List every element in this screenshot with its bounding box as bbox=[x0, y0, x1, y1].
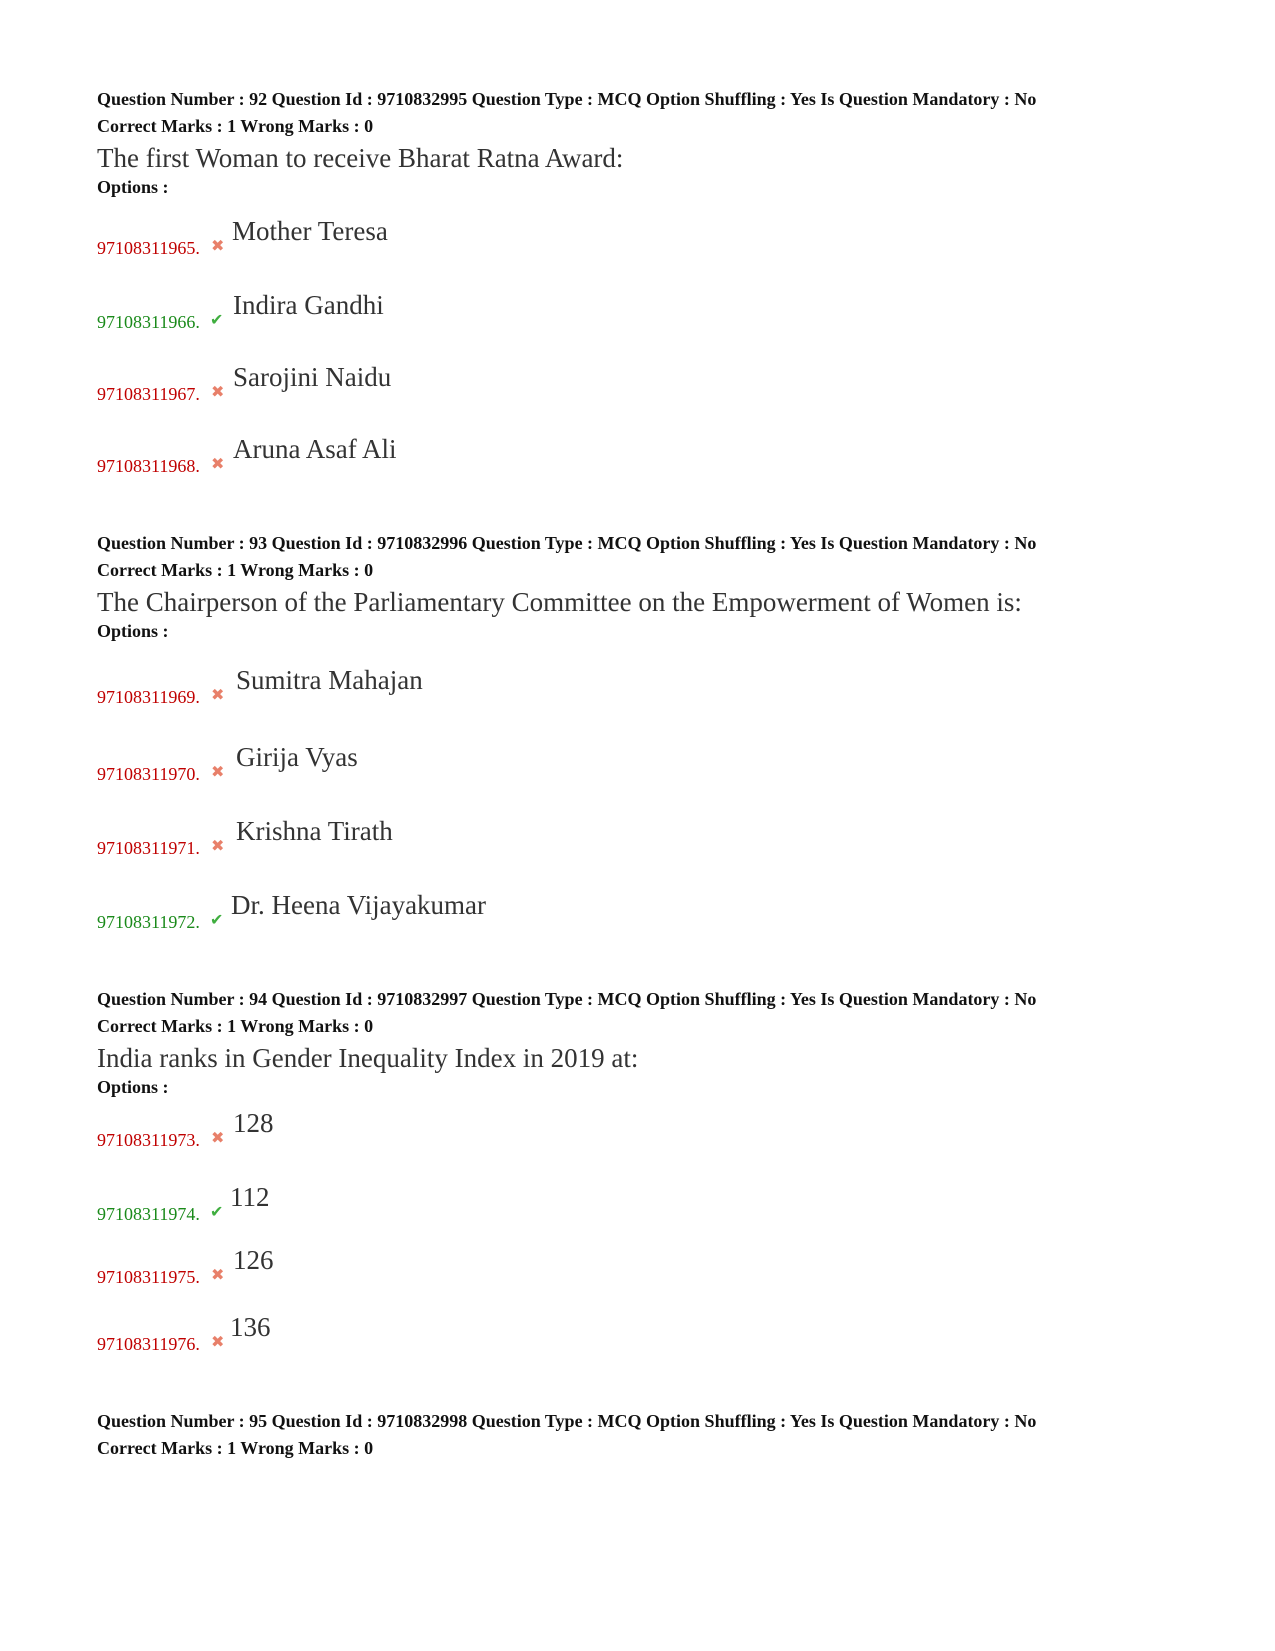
option-text: 136 bbox=[230, 1312, 271, 1342]
question-text: The first Woman to receive Bharat Ratna Award: bbox=[97, 143, 624, 173]
options-label: Options : bbox=[97, 177, 169, 197]
options-label: Options : bbox=[97, 621, 169, 641]
option-text: Girija Vyas bbox=[236, 742, 358, 772]
question-meta: Question Number : 94 Question Id : 9710832997 Question Type : MCQ Option Shuffling : Yes Is Question Mandatory : No bbox=[97, 989, 1037, 1009]
check-icon: ✔ bbox=[210, 912, 224, 929]
question-95 bbox=[97, 1408, 1197, 1462]
option-id: 97108311972. bbox=[97, 912, 200, 932]
wrong-icon: ✖ bbox=[211, 838, 225, 855]
option-text: Mother Teresa bbox=[232, 216, 388, 246]
option-id: 97108311975. bbox=[97, 1267, 200, 1287]
option-text: 126 bbox=[233, 1245, 274, 1275]
question-meta: Question Number : 95 Question Id : 9710832998 Question Type : MCQ Option Shuffling : Yes Is Question Mandatory : No bbox=[97, 1411, 1037, 1431]
question-93 bbox=[97, 530, 1197, 643]
wrong-icon: ✖ bbox=[211, 1267, 225, 1284]
question-text: India ranks in Gender Inequality Index in 2019 at: bbox=[97, 1043, 639, 1073]
option-id: 97108311967. bbox=[97, 384, 200, 404]
option-id: 97108311965. bbox=[97, 238, 200, 258]
option-id: 97108311971. bbox=[97, 838, 200, 858]
question-marks: Correct Marks : 1 Wrong Marks : 0 bbox=[97, 1438, 374, 1458]
check-icon: ✔ bbox=[210, 312, 224, 329]
wrong-icon: ✖ bbox=[211, 1130, 225, 1147]
option-text: Sarojini Naidu bbox=[233, 362, 392, 392]
option-text: Dr. Heena Vijayakumar bbox=[231, 890, 487, 920]
option-id: 97108311976. bbox=[97, 1334, 200, 1354]
question-marks: Correct Marks : 1 Wrong Marks : 0 bbox=[97, 116, 374, 136]
option-text: 112 bbox=[230, 1182, 270, 1212]
option-id: 97108311968. bbox=[97, 456, 200, 476]
option-text: Indira Gandhi bbox=[233, 290, 384, 320]
wrong-icon: ✖ bbox=[211, 687, 225, 704]
option-text: Sumitra Mahajan bbox=[236, 665, 423, 695]
option-id: 97108311973. bbox=[97, 1130, 200, 1150]
question-meta: Question Number : 93 Question Id : 9710832996 Question Type : MCQ Option Shuffling : Yes Is Question Mandatory : No bbox=[97, 533, 1037, 553]
wrong-icon: ✖ bbox=[211, 1334, 225, 1351]
options-label: Options : bbox=[97, 1077, 169, 1097]
option-text: Krishna Tirath bbox=[236, 816, 393, 846]
check-icon: ✔ bbox=[210, 1204, 224, 1221]
option-id: 97108311970. bbox=[97, 764, 200, 784]
option-text: Aruna Asaf Ali bbox=[233, 434, 397, 464]
question-marks: Correct Marks : 1 Wrong Marks : 0 bbox=[97, 560, 374, 580]
option-text: 128 bbox=[233, 1108, 274, 1138]
option-id: 97108311974. bbox=[97, 1204, 200, 1224]
option-id: 97108311966. bbox=[97, 312, 200, 332]
question-meta: Question Number : 92 Question Id : 9710832995 Question Type : MCQ Option Shuffling : Yes Is Question Mandatory : No bbox=[97, 89, 1037, 109]
wrong-icon: ✖ bbox=[211, 238, 225, 255]
wrong-icon: ✖ bbox=[211, 764, 225, 781]
wrong-icon: ✖ bbox=[211, 456, 225, 473]
question-text: The Chairperson of the Parliamentary Committee on the Empowerment of Women is: bbox=[97, 587, 1022, 617]
wrong-icon: ✖ bbox=[211, 384, 225, 401]
question-marks: Correct Marks : 1 Wrong Marks : 0 bbox=[97, 1016, 374, 1036]
option-id: 97108311969. bbox=[97, 687, 200, 707]
question-94 bbox=[97, 986, 1197, 1099]
question-92 bbox=[97, 86, 1197, 199]
